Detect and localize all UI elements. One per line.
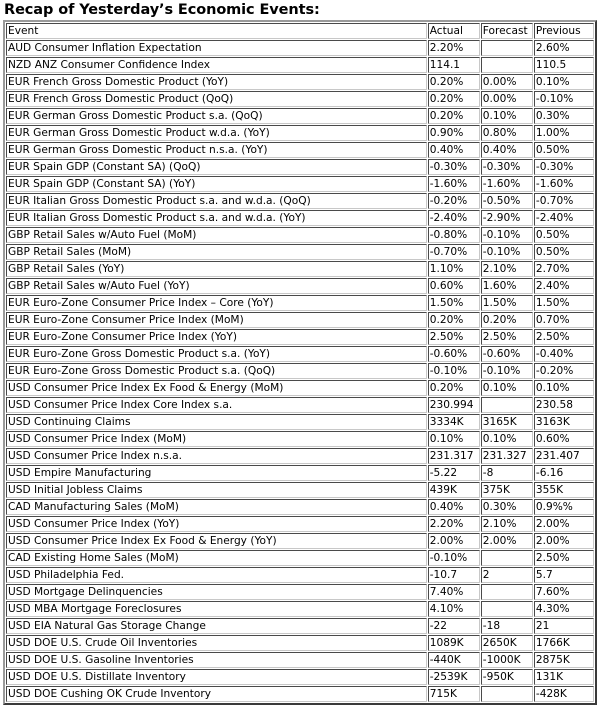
cell-actual: 231.317: [428, 448, 480, 464]
header-actual: Actual: [428, 23, 480, 39]
cell-actual: 0.40%: [428, 142, 480, 158]
cell-actual: 3334K: [428, 414, 480, 430]
table-row: [6, 176, 594, 192]
table-row: [6, 584, 594, 600]
cell-forecast: -18: [481, 618, 533, 634]
table-row: [6, 686, 594, 702]
cell-previous: 3163K: [534, 414, 594, 430]
cell-event: USD Consumer Price Index Ex Food & Energy (MoM): [6, 380, 427, 396]
cell-previous: 230.58: [534, 397, 594, 413]
cell-forecast: 2.50%: [481, 329, 533, 345]
cell-previous: -2.40%: [534, 210, 594, 226]
cell-actual: 2.50%: [428, 329, 480, 345]
cell-forecast: 0.20%: [481, 312, 533, 328]
cell-actual: -0.10%: [428, 363, 480, 379]
cell-actual: 2.00%: [428, 533, 480, 549]
cell-previous: -0.40%: [534, 346, 594, 362]
cell-event: GBP Retail Sales (YoY): [6, 261, 427, 277]
table-row: [6, 159, 594, 175]
table-row: [6, 40, 594, 56]
cell-forecast: 0.30%: [481, 499, 533, 515]
cell-event: EUR Euro-Zone Consumer Price Index (YoY): [6, 329, 427, 345]
cell-event: EUR Spain GDP (Constant SA) (QoQ): [6, 159, 427, 175]
cell-previous: 2.60%: [534, 40, 594, 56]
cell-previous: 2875K: [534, 652, 594, 668]
table-row: [6, 465, 594, 481]
cell-actual: 230.994: [428, 397, 480, 413]
cell-forecast: [481, 601, 533, 617]
header-previous: Previous: [534, 23, 594, 39]
cell-previous: -0.20%: [534, 363, 594, 379]
cell-previous: 0.60%: [534, 431, 594, 447]
table-row: [6, 329, 594, 345]
cell-event: USD Philadelphia Fed.: [6, 567, 427, 583]
cell-forecast: -2.90%: [481, 210, 533, 226]
table-row: [6, 125, 594, 141]
cell-previous: 0.50%: [534, 142, 594, 158]
cell-forecast: 0.00%: [481, 91, 533, 107]
cell-actual: 4.10%: [428, 601, 480, 617]
cell-previous: 131K: [534, 669, 594, 685]
table-row: [6, 380, 594, 396]
cell-forecast: -0.30%: [481, 159, 533, 175]
cell-previous: -0.30%: [534, 159, 594, 175]
cell-actual: 0.20%: [428, 91, 480, 107]
cell-previous: 2.00%: [534, 533, 594, 549]
table-row: [6, 482, 594, 498]
table-row: [6, 108, 594, 124]
cell-previous: 4.30%: [534, 601, 594, 617]
cell-forecast: -0.10%: [481, 244, 533, 260]
cell-forecast: 2.10%: [481, 261, 533, 277]
cell-forecast: 0.10%: [481, 431, 533, 447]
table-row: [6, 397, 594, 413]
table-row: [6, 142, 594, 158]
cell-forecast: 2: [481, 567, 533, 583]
cell-actual: -0.10%: [428, 550, 480, 566]
cell-previous: -0.70%: [534, 193, 594, 209]
cell-actual: 715K: [428, 686, 480, 702]
cell-previous: -1.60%: [534, 176, 594, 192]
cell-previous: 110.5: [534, 57, 594, 73]
cell-event: EUR Italian Gross Domestic Product s.a. and w.d.a. (YoY): [6, 210, 427, 226]
cell-actual: -0.60%: [428, 346, 480, 362]
cell-event: USD MBA Mortgage Foreclosures: [6, 601, 427, 617]
cell-forecast: [481, 397, 533, 413]
cell-event: USD DOE Cushing OK Crude Inventory: [6, 686, 427, 702]
cell-forecast: [481, 57, 533, 73]
cell-event: USD Consumer Price Index (MoM): [6, 431, 427, 447]
cell-forecast: -0.10%: [481, 227, 533, 243]
table-row: [6, 414, 594, 430]
cell-actual: 0.10%: [428, 431, 480, 447]
cell-event: USD Consumer Price Index Ex Food & Energy (YoY): [6, 533, 427, 549]
cell-actual: 0.90%: [428, 125, 480, 141]
cell-actual: 439K: [428, 482, 480, 498]
cell-previous: 1.50%: [534, 295, 594, 311]
cell-event: USD Mortgage Delinquencies: [6, 584, 427, 600]
cell-forecast: 0.10%: [481, 108, 533, 124]
cell-previous: 2.00%: [534, 516, 594, 532]
table-body: [6, 40, 594, 702]
table-row: [6, 244, 594, 260]
cell-event: USD DOE U.S. Gasoline Inventories: [6, 652, 427, 668]
cell-previous: 21: [534, 618, 594, 634]
cell-event: USD Consumer Price Index (YoY): [6, 516, 427, 532]
cell-event: USD Initial Jobless Claims: [6, 482, 427, 498]
cell-actual: -440K: [428, 652, 480, 668]
cell-forecast: -8: [481, 465, 533, 481]
cell-actual: -0.70%: [428, 244, 480, 260]
cell-previous: 5.7: [534, 567, 594, 583]
cell-event: USD Consumer Price Index n.s.a.: [6, 448, 427, 464]
cell-forecast: [481, 686, 533, 702]
cell-actual: 0.20%: [428, 312, 480, 328]
cell-forecast: 231.327: [481, 448, 533, 464]
cell-event: GBP Retail Sales w/Auto Fuel (MoM): [6, 227, 427, 243]
cell-event: EUR French Gross Domestic Product (QoQ): [6, 91, 427, 107]
table-row: [6, 227, 594, 243]
cell-event: USD EIA Natural Gas Storage Change: [6, 618, 427, 634]
cell-forecast: -950K: [481, 669, 533, 685]
cell-actual: 0.60%: [428, 278, 480, 294]
cell-forecast: -0.50%: [481, 193, 533, 209]
cell-event: USD Empire Manufacturing: [6, 465, 427, 481]
cell-forecast: 0.00%: [481, 74, 533, 90]
cell-forecast: 1.60%: [481, 278, 533, 294]
cell-actual: 114.1: [428, 57, 480, 73]
cell-forecast: 0.10%: [481, 380, 533, 396]
cell-actual: 0.20%: [428, 74, 480, 90]
cell-event: EUR Italian Gross Domestic Product s.a. and w.d.a. (QoQ): [6, 193, 427, 209]
economic-events-table: [3, 20, 597, 705]
cell-previous: 2.50%: [534, 329, 594, 345]
table-row: [6, 295, 594, 311]
cell-actual: -0.20%: [428, 193, 480, 209]
header-event: Event: [6, 23, 427, 39]
table-row: [6, 312, 594, 328]
table-row: [6, 550, 594, 566]
cell-actual: 0.20%: [428, 108, 480, 124]
cell-actual: 1089K: [428, 635, 480, 651]
cell-previous: 2.70%: [534, 261, 594, 277]
cell-forecast: [481, 40, 533, 56]
cell-actual: 2.20%: [428, 516, 480, 532]
cell-forecast: -0.10%: [481, 363, 533, 379]
cell-actual: -10.7: [428, 567, 480, 583]
cell-event: USD Consumer Price Index Core Index s.a.: [6, 397, 427, 413]
cell-previous: -0.10%: [534, 91, 594, 107]
table-header-row: [6, 23, 594, 39]
cell-previous: 7.60%: [534, 584, 594, 600]
cell-forecast: -0.60%: [481, 346, 533, 362]
cell-previous: 0.70%: [534, 312, 594, 328]
cell-previous: 355K: [534, 482, 594, 498]
cell-forecast: -1000K: [481, 652, 533, 668]
cell-forecast: 375K: [481, 482, 533, 498]
cell-event: EUR Euro-Zone Gross Domestic Product s.a. (YoY): [6, 346, 427, 362]
cell-previous: 2.50%: [534, 550, 594, 566]
cell-previous: 231.407: [534, 448, 594, 464]
cell-actual: 1.10%: [428, 261, 480, 277]
cell-forecast: [481, 550, 533, 566]
table-row: [6, 91, 594, 107]
table-row: [6, 652, 594, 668]
table-row: [6, 363, 594, 379]
cell-event: CAD Existing Home Sales (MoM): [6, 550, 427, 566]
table-row: [6, 669, 594, 685]
table-row: [6, 601, 594, 617]
cell-previous: 2.40%: [534, 278, 594, 294]
cell-event: NZD ANZ Consumer Confidence Index: [6, 57, 427, 73]
table-row: [6, 618, 594, 634]
cell-actual: -2539K: [428, 669, 480, 685]
cell-actual: -0.80%: [428, 227, 480, 243]
cell-forecast: -1.60%: [481, 176, 533, 192]
cell-forecast: 2.10%: [481, 516, 533, 532]
table-row: [6, 278, 594, 294]
cell-event: EUR Spain GDP (Constant SA) (YoY): [6, 176, 427, 192]
table-row: [6, 567, 594, 583]
cell-actual: 2.20%: [428, 40, 480, 56]
cell-event: EUR Euro-Zone Consumer Price Index (MoM): [6, 312, 427, 328]
table-row: [6, 193, 594, 209]
table-row: [6, 346, 594, 362]
cell-previous: -428K: [534, 686, 594, 702]
cell-previous: 0.9%%: [534, 499, 594, 515]
cell-event: EUR French Gross Domestic Product (YoY): [6, 74, 427, 90]
table-row: [6, 210, 594, 226]
table-row: [6, 261, 594, 277]
cell-previous: 0.30%: [534, 108, 594, 124]
cell-previous: 0.10%: [534, 380, 594, 396]
cell-forecast: 2.00%: [481, 533, 533, 549]
cell-actual: -2.40%: [428, 210, 480, 226]
cell-actual: 0.20%: [428, 380, 480, 396]
table-row: [6, 499, 594, 515]
table-row: [6, 448, 594, 464]
table-row: [6, 635, 594, 651]
table-row: [6, 57, 594, 73]
cell-previous: 0.50%: [534, 244, 594, 260]
cell-forecast: 0.80%: [481, 125, 533, 141]
cell-event: EUR Euro-Zone Gross Domestic Product s.a. (QoQ): [6, 363, 427, 379]
cell-forecast: 1.50%: [481, 295, 533, 311]
cell-forecast: 2650K: [481, 635, 533, 651]
cell-forecast: 3165K: [481, 414, 533, 430]
cell-event: EUR German Gross Domestic Product n.s.a. (YoY): [6, 142, 427, 158]
cell-actual: 7.40%: [428, 584, 480, 600]
cell-actual: -1.60%: [428, 176, 480, 192]
cell-event: USD Continuing Claims: [6, 414, 427, 430]
header-forecast: Forecast: [481, 23, 533, 39]
cell-previous: 0.50%: [534, 227, 594, 243]
table-row: [6, 516, 594, 532]
cell-forecast: 0.40%: [481, 142, 533, 158]
cell-event: USD DOE U.S. Crude Oil Inventories: [6, 635, 427, 651]
cell-actual: 1.50%: [428, 295, 480, 311]
table-row: [6, 74, 594, 90]
table-row: [6, 431, 594, 447]
cell-previous: 1.00%: [534, 125, 594, 141]
cell-event: EUR German Gross Domestic Product w.d.a. (YoY): [6, 125, 427, 141]
cell-previous: 0.10%: [534, 74, 594, 90]
cell-actual: 0.40%: [428, 499, 480, 515]
cell-previous: -6.16: [534, 465, 594, 481]
cell-event: EUR German Gross Domestic Product s.a. (QoQ): [6, 108, 427, 124]
cell-forecast: [481, 584, 533, 600]
cell-event: GBP Retail Sales (MoM): [6, 244, 427, 260]
table-row: [6, 533, 594, 549]
cell-actual: -22: [428, 618, 480, 634]
cell-event: EUR Euro-Zone Consumer Price Index – Core (YoY): [6, 295, 427, 311]
cell-actual: -5.22: [428, 465, 480, 481]
cell-previous: 1766K: [534, 635, 594, 651]
cell-actual: -0.30%: [428, 159, 480, 175]
page-title: Recap of Yesterday’s Economic Events:: [4, 2, 320, 18]
cell-event: AUD Consumer Inflation Expectation: [6, 40, 427, 56]
cell-event: GBP Retail Sales w/Auto Fuel (YoY): [6, 278, 427, 294]
cell-event: CAD Manufacturing Sales (MoM): [6, 499, 427, 515]
cell-event: USD DOE U.S. Distillate Inventory: [6, 669, 427, 685]
